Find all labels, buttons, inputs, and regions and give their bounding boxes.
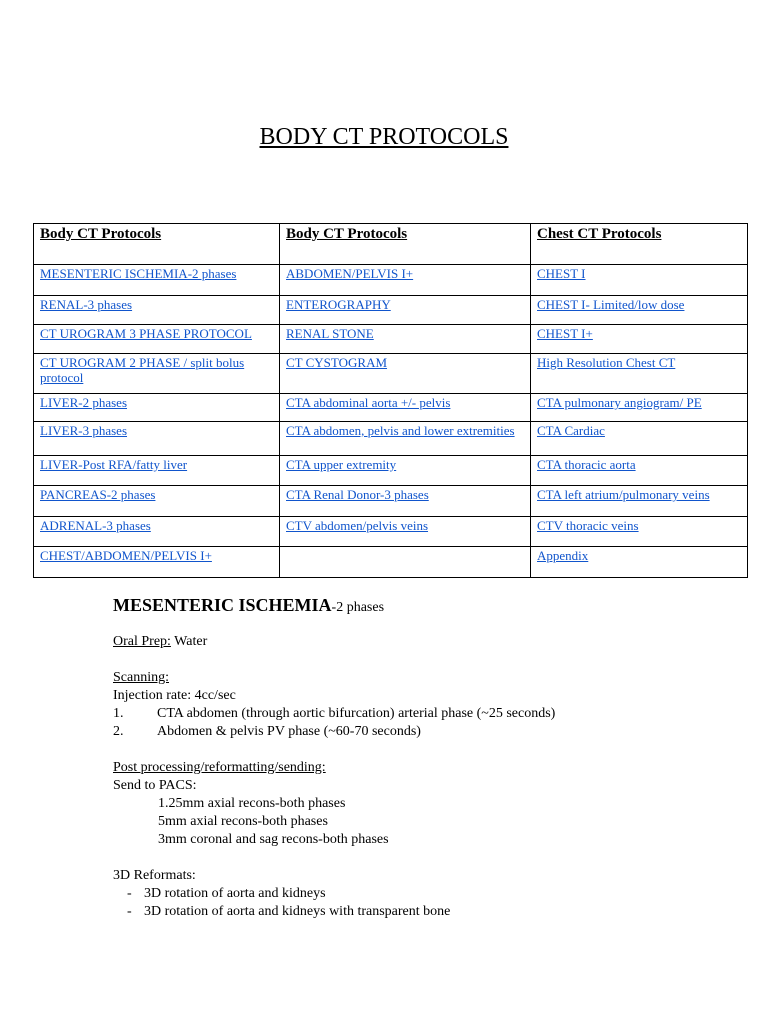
mesenteric-ischemia-section	[113, 594, 733, 921]
post-processing-label: Post processing/reformatting/sending:	[113, 760, 326, 775]
protocol-link[interactable]: RENAL STONE	[286, 326, 374, 341]
pacs-item: 1.25mm axial recons-both phases	[158, 796, 346, 811]
table-cell	[34, 517, 280, 547]
protocol-link[interactable]: LIVER-3 phases	[40, 423, 128, 438]
section-heading-main: MESENTERIC ISCHEMIA	[113, 595, 332, 615]
oral-prep-label: Oral Prep:	[113, 634, 171, 649]
protocol-link[interactable]: CTV thoracic veins	[537, 518, 639, 533]
protocol-link[interactable]: CTA upper extremity	[286, 457, 397, 472]
table-row	[34, 422, 748, 456]
table-cell	[34, 547, 280, 578]
protocol-link[interactable]: CTA Renal Donor-3 phases	[286, 487, 429, 502]
oral-prep-value: Water	[170, 634, 208, 649]
table-cell	[531, 422, 748, 456]
scanning-label: Scanning:	[113, 670, 169, 685]
table-row	[34, 486, 748, 517]
protocol-link[interactable]: CT UROGRAM 2 PHASE / split bolus protocol	[40, 355, 245, 385]
step-text: Abdomen & pelvis PV phase (~60-70 seconds)	[157, 724, 421, 739]
reformat-item	[113, 885, 733, 903]
table-cell	[280, 422, 531, 456]
table-cell	[34, 422, 280, 456]
table-cell	[531, 325, 748, 354]
bullet: -	[127, 886, 132, 901]
protocol-link[interactable]: CHEST I+	[537, 326, 593, 341]
table-cell	[34, 296, 280, 325]
pacs-item: 5mm axial recons-both phases	[158, 814, 328, 829]
protocols-table	[33, 223, 748, 578]
table-cell	[531, 394, 748, 422]
step-number: 1.	[113, 706, 124, 721]
protocol-link[interactable]: CTA abdominal aorta +/- pelvis	[286, 395, 451, 410]
table-cell	[280, 394, 531, 422]
protocol-link[interactable]: CT CYSTOGRAM	[286, 355, 388, 370]
protocol-link[interactable]: LIVER-2 phases	[40, 395, 128, 410]
table-row	[34, 517, 748, 547]
table-cell	[531, 354, 748, 394]
bullet: -	[127, 904, 132, 919]
table-cell	[280, 517, 531, 547]
table-row	[34, 265, 748, 296]
protocol-link[interactable]: MESENTERIC ISCHEMIA-2 phases	[40, 266, 237, 281]
protocol-link[interactable]: CTV abdomen/pelvis veins	[286, 518, 429, 533]
protocol-link[interactable]: CT UROGRAM 3 PHASE PROTOCOL	[40, 326, 252, 341]
protocol-link[interactable]: RENAL-3 phases	[40, 297, 133, 312]
reformat-text: 3D rotation of aorta and kidneys	[144, 886, 326, 901]
protocol-link[interactable]: ADRENAL-3 phases	[40, 518, 151, 533]
table-cell	[280, 296, 531, 325]
protocol-link[interactable]: CTA thoracic aorta	[537, 457, 636, 472]
section-heading-sub: -2 phases	[331, 600, 385, 615]
protocol-link[interactable]: CTA Cardiac	[537, 423, 605, 438]
scan-step	[113, 705, 733, 723]
reformat-item	[113, 903, 733, 921]
column-header: Body CT Protocols	[34, 224, 280, 265]
table-cell	[531, 486, 748, 517]
oral-prep-line	[113, 633, 733, 651]
protocol-link[interactable]: PANCREAS-2 phases	[40, 487, 156, 502]
table-cell	[280, 354, 531, 394]
column-header: Chest CT Protocols	[531, 224, 748, 265]
protocol-link[interactable]: CTA pulmonary angiogram/ PE	[537, 395, 702, 410]
table-row	[34, 296, 748, 325]
table-cell	[531, 296, 748, 325]
table-cell	[34, 456, 280, 486]
scan-step	[113, 723, 733, 741]
protocol-link[interactable]: CHEST/ABDOMEN/PELVIS I+	[40, 548, 212, 563]
table-row	[34, 394, 748, 422]
table-cell	[34, 486, 280, 517]
table-cell	[34, 325, 280, 354]
injection-rate: Injection rate: 4cc/sec	[113, 688, 236, 703]
protocol-link[interactable]: CHEST I- Limited/low dose	[537, 297, 685, 312]
table-header-row	[34, 224, 748, 265]
table-cell	[34, 354, 280, 394]
table-cell	[280, 486, 531, 517]
reformat-text: 3D rotation of aorta and kidneys with transparent bone	[144, 904, 451, 919]
section-heading	[113, 594, 733, 619]
protocol-link[interactable]: ENTEROGRAPHY	[286, 297, 391, 312]
table-cell	[531, 517, 748, 547]
table-row	[34, 547, 748, 578]
protocol-link[interactable]: CTA left atrium/pulmonary veins	[537, 487, 710, 502]
send-to-pacs: Send to PACS:	[113, 778, 197, 793]
protocol-link[interactable]: CHEST I	[537, 266, 586, 281]
table-cell	[531, 547, 748, 578]
table-cell	[280, 547, 531, 578]
page-title: BODY CT PROTOCOLS	[259, 124, 509, 150]
table-cell	[34, 394, 280, 422]
table-cell	[280, 265, 531, 296]
reformats-label: 3D Reformats:	[113, 868, 196, 883]
table-row	[34, 354, 748, 394]
protocol-link[interactable]: LIVER-Post RFA/fatty liver	[40, 457, 188, 472]
protocol-link[interactable]: CTA abdomen, pelvis and lower extremities	[286, 423, 515, 438]
protocol-link[interactable]: ABDOMEN/PELVIS I+	[286, 266, 414, 281]
step-text: CTA abdomen (through aortic bifurcation) arterial phase (~25 seconds)	[157, 706, 556, 721]
table-cell	[531, 265, 748, 296]
column-header: Body CT Protocols	[280, 224, 531, 265]
pacs-item: 3mm coronal and sag recons-both phases	[158, 832, 389, 847]
protocol-link[interactable]: High Resolution Chest CT	[537, 355, 676, 370]
table-row	[34, 456, 748, 486]
protocol-link[interactable]: Appendix	[537, 548, 589, 563]
table-cell	[531, 456, 748, 486]
table-cell	[280, 325, 531, 354]
table-cell	[34, 265, 280, 296]
step-number: 2.	[113, 724, 124, 739]
table-row	[34, 325, 748, 354]
table-cell	[280, 456, 531, 486]
